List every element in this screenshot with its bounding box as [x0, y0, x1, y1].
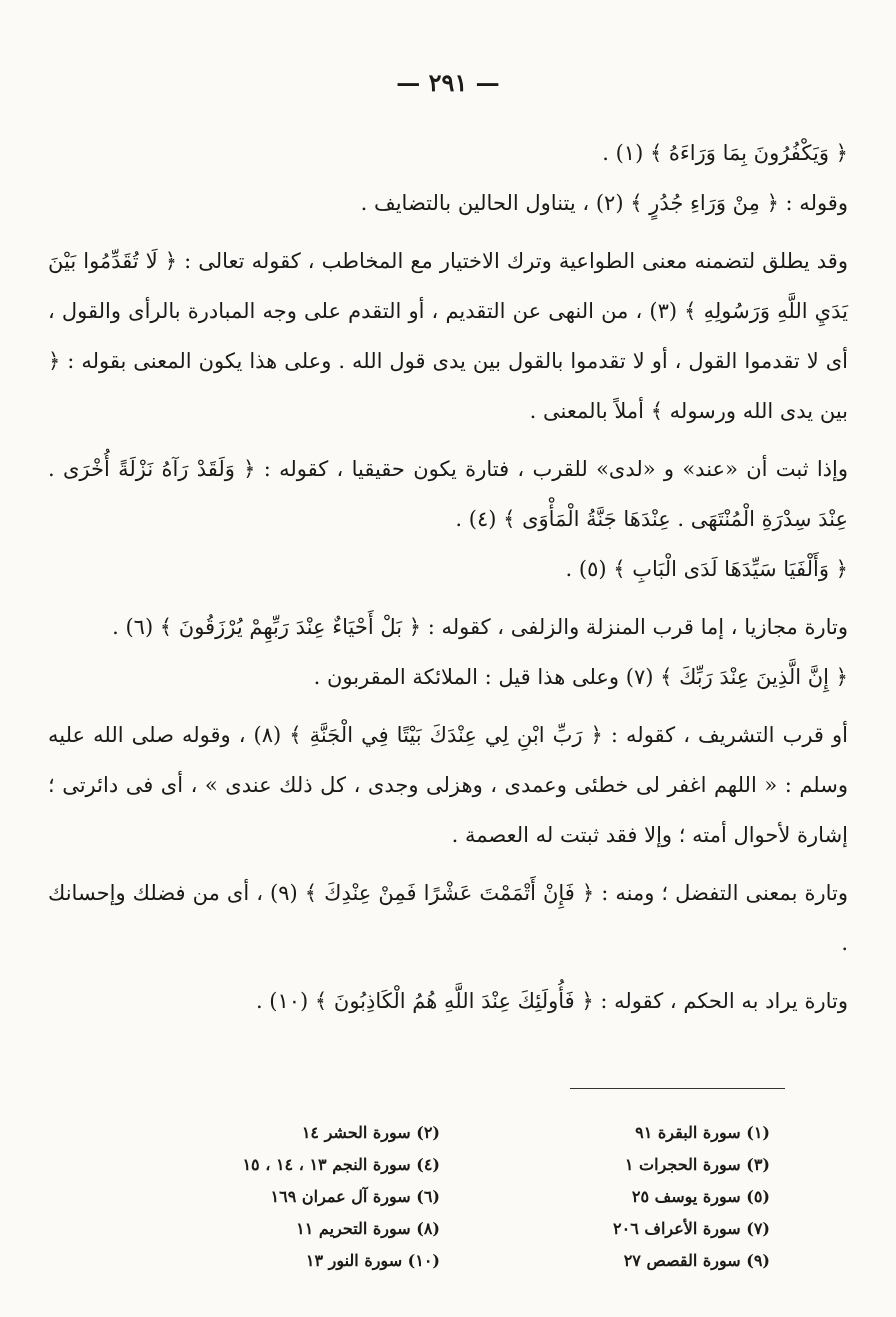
paragraph: أو قرب التشريف ، كقوله : ﴿ رَبِّ ابْنِ لِي عِنْدَكَ بَيْتًا فِي الْجَنَّةِ ﴾ (٨) ، وقوله صلى الله عليه وسلم : « اللهم اغفر لى خطئى وعمدى ، وهزلى وجدى ، كل ذلك عندى » ، أى فى دائرتى ؛ إشارة لأحوال أمته ؛ وإلا فقد ثبتت له العصمة . [48, 723, 849, 847]
paragraph: وقد يطلق لتضمنه معنى الطواعية وترك الاختيار مع المخاطب ، كقوله تعالى : ﴿ لَا تُقَدِّمُوا بَيْنَ يَدَيِ اللَّهِ وَرَسُولِهِ ﴾ (٣) ، من النهى عن التقديم ، أو التقدم على وجه المبادرة بالرأى والقول ، أى لا تقدموا القول ، أو لا تقدموا بالقول بين يدى قول الله . وعلى هذا يكون المعنى بقوله : ﴿ بين يدى الله ورسوله ﴾ أملاً بالمعنى . [48, 249, 848, 423]
paragraph: ﴿ وَيَكْفُرُونَ بِمَا وَرَاءَهُ ﴾ (١) . [602, 141, 848, 165]
paragraph: وتارة بمعنى التفضل ؛ ومنه : ﴿ فَإِنْ أَتْمَمْتَ عَشْرًا فَمِنْ عِنْدِكَ ﴾ (٩) ، أى من فضلك وإحسانك . [48, 881, 848, 955]
paragraph: ﴿ وَأَلْفَيَا سَيِّدَهَا لَدَى الْبَابِ ﴾ (٥) . [565, 557, 848, 581]
footnote: (١) سورة البقرة ٩١ [635, 1123, 770, 1142]
footnote: (١٠) سورة النور ١٣ [305, 1251, 440, 1270]
paragraph: وإذا ثبت أن «عند» و «لدى» للقرب ، فتارة يكون حقيقيا ، كقوله : ﴿ وَلَقَدْ رَآهُ نَزْلَةً أُخْرَى . عِنْدَ سِدْرَةِ الْمُنْتَهَى . عِنْدَهَا جَنَّةُ الْمَأْوَى ﴾ (٤) . [48, 457, 848, 531]
paragraph: وتارة يراد به الحكم ، كقوله : ﴿ فَأُولَئِكَ عِنْدَ اللَّهِ هُمُ الْكَاذِبُونَ ﴾ (١٠) . [255, 989, 848, 1013]
footnote: (٥) سورة يوسف ٢٥ [631, 1187, 770, 1206]
footnote: (٩) سورة القصص ٢٧ [623, 1251, 770, 1270]
footnotes [150, 1117, 770, 1277]
main-text [48, 128, 848, 1026]
footnote: (٣) سورة الحجرات ١ [624, 1155, 770, 1174]
footnote-divider [570, 1088, 785, 1089]
page-number: — ٢٩١ — [396, 68, 500, 97]
paragraph: وتارة مجازيا ، إما قرب المنزلة والزلفى ، كقوله : ﴿ بَلْ أَحْيَاءٌ عِنْدَ رَبِّهِمْ يُرْزَقُونَ ﴾ (٦) . [112, 615, 848, 639]
footnote: (٤) سورة النجم ١٣ ، ١٤ ، ١٥ [242, 1155, 440, 1174]
footnote: (٢) سورة الحشر ١٤ [301, 1123, 440, 1142]
paragraph: وقوله : ﴿ مِنْ وَرَاءِ جُدُرٍ ﴾ (٢) ، يتناول الحالين بالتضايف . [360, 191, 848, 215]
footnote: (٧) سورة الأعراف ٢٠٦ [613, 1219, 770, 1238]
footnote: (٨) سورة التحريم ١١ [296, 1219, 440, 1238]
paragraph: ﴿ إِنَّ الَّذِينَ عِنْدَ رَبِّكَ ﴾ (٧) وعلى هذا قيل : الملائكة المقربون . [313, 665, 848, 689]
footnote: (٦) سورة آل عمران ١٦٩ [270, 1187, 440, 1206]
